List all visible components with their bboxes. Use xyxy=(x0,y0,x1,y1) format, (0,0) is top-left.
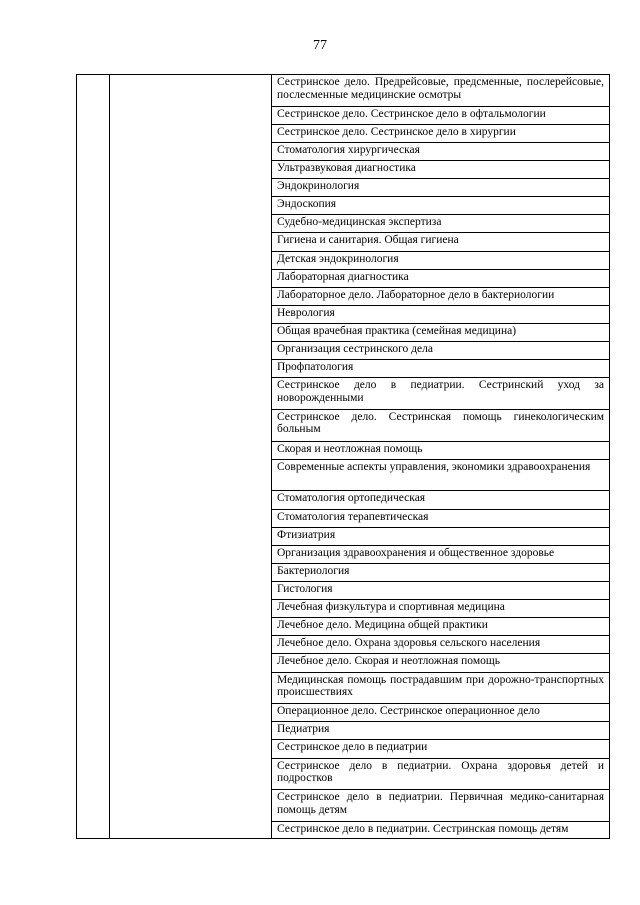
table-row: Лабораторное дело. Лабораторное дело в бактериологии xyxy=(272,288,609,306)
table-row: Судебно-медицинская экспертиза xyxy=(272,215,609,233)
table-row: Сестринское дело в педиатрии xyxy=(272,740,609,758)
table-row: Операционное дело. Сестринское операционное дело xyxy=(272,704,609,722)
table-row: Медицинская помощь пострадавшим при дорожно-транспортных происшествиях xyxy=(272,673,609,705)
table-row: Эндокринология xyxy=(272,179,609,197)
table-row: Ультразвуковая диагностика xyxy=(272,161,609,179)
table-row: Общая врачебная практика (семейная медицина) xyxy=(272,324,609,342)
table-row: Сестринское дело. Сестринское дело в хирургии xyxy=(272,125,609,143)
table-row: Лечебная физкультура и спортивная медицина xyxy=(272,600,609,618)
table-row: Педиатрия xyxy=(272,722,609,740)
specialty-column xyxy=(272,75,609,838)
table-row: Сестринское дело. Сестринская помощь гинекологическим больным xyxy=(272,410,609,442)
table-row: Лечебное дело. Охрана здоровья сельского населения xyxy=(272,636,609,654)
table-row: Профпатология xyxy=(272,360,609,378)
table-row: Скорая и неотложная помощь xyxy=(272,442,609,460)
table-row: Лечебное дело. Медицина общей практики xyxy=(272,618,609,636)
table-row: Сестринское дело в педиатрии. Сестринская помощь детям xyxy=(277,822,569,835)
table-row: Сестринское дело. Сестринское дело в офтальмологии xyxy=(272,107,609,125)
table-row: Лабораторная диагностика xyxy=(272,270,609,288)
table-row: Организация сестринского дела xyxy=(272,342,609,360)
table-row: Сестринское дело в педиатрии. Охрана здоровья детей и подростков xyxy=(272,759,609,791)
specialties-table xyxy=(76,74,610,839)
table-row: Сестринское дело. Предрейсовые, предсменные, послерейсовые, послесменные медицинские осмотры xyxy=(272,75,609,107)
table-row: Эндоскопия xyxy=(272,197,609,215)
table-row: Организация здравоохранения и общественное здоровье xyxy=(272,546,609,564)
table-row: Стоматология терапевтическая xyxy=(272,510,609,528)
table-row: Гистология xyxy=(272,582,609,600)
table-row: Детская эндокринология xyxy=(272,252,609,270)
table-row: Сестринское дело в педиатрии. Сестринский уход за новорожденными xyxy=(272,378,609,410)
table-row: Современные аспекты управления, экономики здравоохранения xyxy=(272,460,609,492)
table-row: Стоматология хирургическая xyxy=(272,143,609,161)
table-row: Сестринское дело в педиатрии. Первичная медико-санитарная помощь детям xyxy=(272,790,609,822)
column-divider-1 xyxy=(109,75,110,838)
table-row: Фтизиатрия xyxy=(272,528,609,546)
table-row: Гигиена и санитария. Общая гигиена xyxy=(272,233,609,251)
table-row: Лечебное дело. Скорая и неотложная помощь xyxy=(272,654,609,672)
table-row: Стоматология ортопедическая xyxy=(272,491,609,509)
page-number: 77 xyxy=(313,38,327,53)
table-row: Неврология xyxy=(272,306,609,324)
table-row: Бактериология xyxy=(272,564,609,582)
